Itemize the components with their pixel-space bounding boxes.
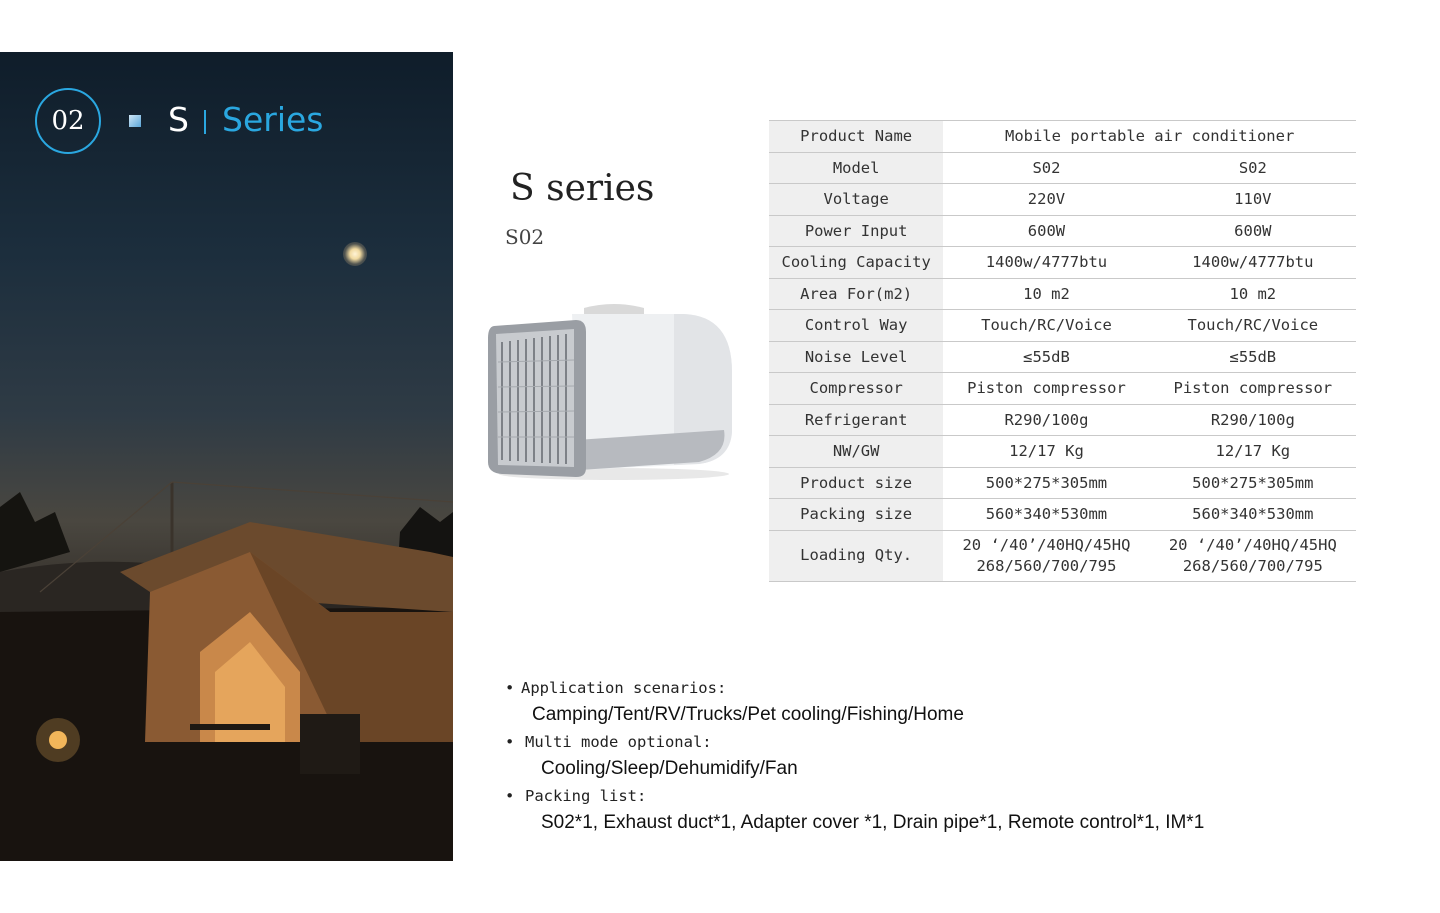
table-row: [769, 467, 1356, 499]
cell-value: 220V: [943, 184, 1149, 216]
section-number-badge: [35, 88, 101, 154]
table-row: [769, 341, 1356, 373]
spec-table: [769, 120, 1356, 582]
table-row: [769, 278, 1356, 310]
table-row: [769, 499, 1356, 531]
cell-value: [943, 530, 1149, 581]
table-row: [769, 121, 1356, 153]
bullet-heading: [505, 784, 1204, 808]
cell-value: 500*275*305mm: [943, 467, 1149, 499]
square-bullet-icon: [129, 115, 141, 127]
cell-value: [1150, 530, 1356, 581]
row-label: Control Way: [769, 310, 943, 342]
series-letter: S: [168, 100, 189, 139]
bullet-text: Cooling/Sleep/Dehumidify/Fan: [541, 758, 798, 779]
cell-value: Piston compressor: [1150, 373, 1356, 405]
bullet-marker: •: [505, 787, 515, 805]
cell-line: 268/560/700/795: [1182, 556, 1323, 575]
row-label: Packing size: [769, 499, 943, 531]
row-label: Product size: [769, 467, 943, 499]
cell-value: Piston compressor: [943, 373, 1149, 405]
bullet-heading: [505, 676, 1204, 700]
row-label: Product Name: [769, 121, 943, 153]
cell-value: 10 m2: [943, 278, 1149, 310]
cell-value: Touch/RC/Voice: [1150, 310, 1356, 342]
row-label: Model: [769, 152, 943, 184]
cell-value: 500*275*305mm: [1150, 467, 1356, 499]
title-separator: [204, 110, 206, 134]
table-row: [769, 184, 1356, 216]
cell-value: S02: [1150, 152, 1356, 184]
air-conditioner-image: [484, 302, 736, 482]
table-row: [769, 530, 1356, 581]
cell-value: Touch/RC/Voice: [943, 310, 1149, 342]
cell-value: 600W: [1150, 215, 1356, 247]
row-label: Noise Level: [769, 341, 943, 373]
bullet-heading-text: Application scenarios:: [521, 679, 727, 697]
table-row: [769, 310, 1356, 342]
table-row: [769, 152, 1356, 184]
cell-value: 10 m2: [1150, 278, 1356, 310]
table-row: [769, 215, 1356, 247]
row-label: Compressor: [769, 373, 943, 405]
bullet-marker: •: [505, 733, 515, 751]
row-label: Loading Qty.: [769, 530, 943, 581]
tent-scene-illustration: [0, 52, 453, 861]
product-model: S02: [505, 225, 545, 249]
section-number: 02: [51, 106, 85, 136]
cell-line: 268/560/700/795: [976, 556, 1117, 575]
product-name-value: Mobile portable air conditioner: [943, 121, 1356, 153]
cell-value: 110V: [1150, 184, 1356, 216]
cell-value: 560*340*530mm: [943, 499, 1149, 531]
camping-night-photo: [0, 52, 453, 861]
cell-value: ≤55dB: [1150, 341, 1356, 373]
bullet-heading-text: Packing list:: [525, 787, 647, 805]
table-row: [769, 404, 1356, 436]
cell-line: 20 ‘/40’/40HQ/45HQ: [1168, 535, 1337, 554]
cell-value: ≤55dB: [943, 341, 1149, 373]
row-label: Refrigerant: [769, 404, 943, 436]
table-row: [769, 247, 1356, 279]
cell-value: 1400w/4777btu: [943, 247, 1149, 279]
table-row: [769, 436, 1356, 468]
row-label: Power Input: [769, 215, 943, 247]
row-label: Area For(m2): [769, 278, 943, 310]
feature-bullets: [505, 676, 1204, 838]
cell-value: 12/17 Kg: [1150, 436, 1356, 468]
bullet-heading-text: Multi mode optional:: [525, 733, 712, 751]
cell-value: 600W: [943, 215, 1149, 247]
cell-value: S02: [943, 152, 1149, 184]
row-label: Voltage: [769, 184, 943, 216]
cell-line: 20 ‘/40’/40HQ/45HQ: [962, 535, 1131, 554]
series-word: Series: [222, 100, 324, 139]
product-title: S series: [510, 168, 655, 209]
cell-value: R290/100g: [943, 404, 1149, 436]
row-label: Cooling Capacity: [769, 247, 943, 279]
cell-value: 12/17 Kg: [943, 436, 1149, 468]
cell-value: 560*340*530mm: [1150, 499, 1356, 531]
table-row: [769, 373, 1356, 405]
cell-value: 1400w/4777btu: [1150, 247, 1356, 279]
bullet-text: Camping/Tent/RV/Trucks/Pet cooling/Fishing/Home: [532, 704, 964, 725]
row-label: NW/GW: [769, 436, 943, 468]
bullet-heading: [505, 730, 1204, 754]
cell-value: R290/100g: [1150, 404, 1356, 436]
bullet-marker: •: [505, 679, 515, 697]
bullet-text: S02*1, Exhaust duct*1, Adapter cover *1, Drain pipe*1, Remote control*1, IM*1: [541, 812, 1205, 833]
